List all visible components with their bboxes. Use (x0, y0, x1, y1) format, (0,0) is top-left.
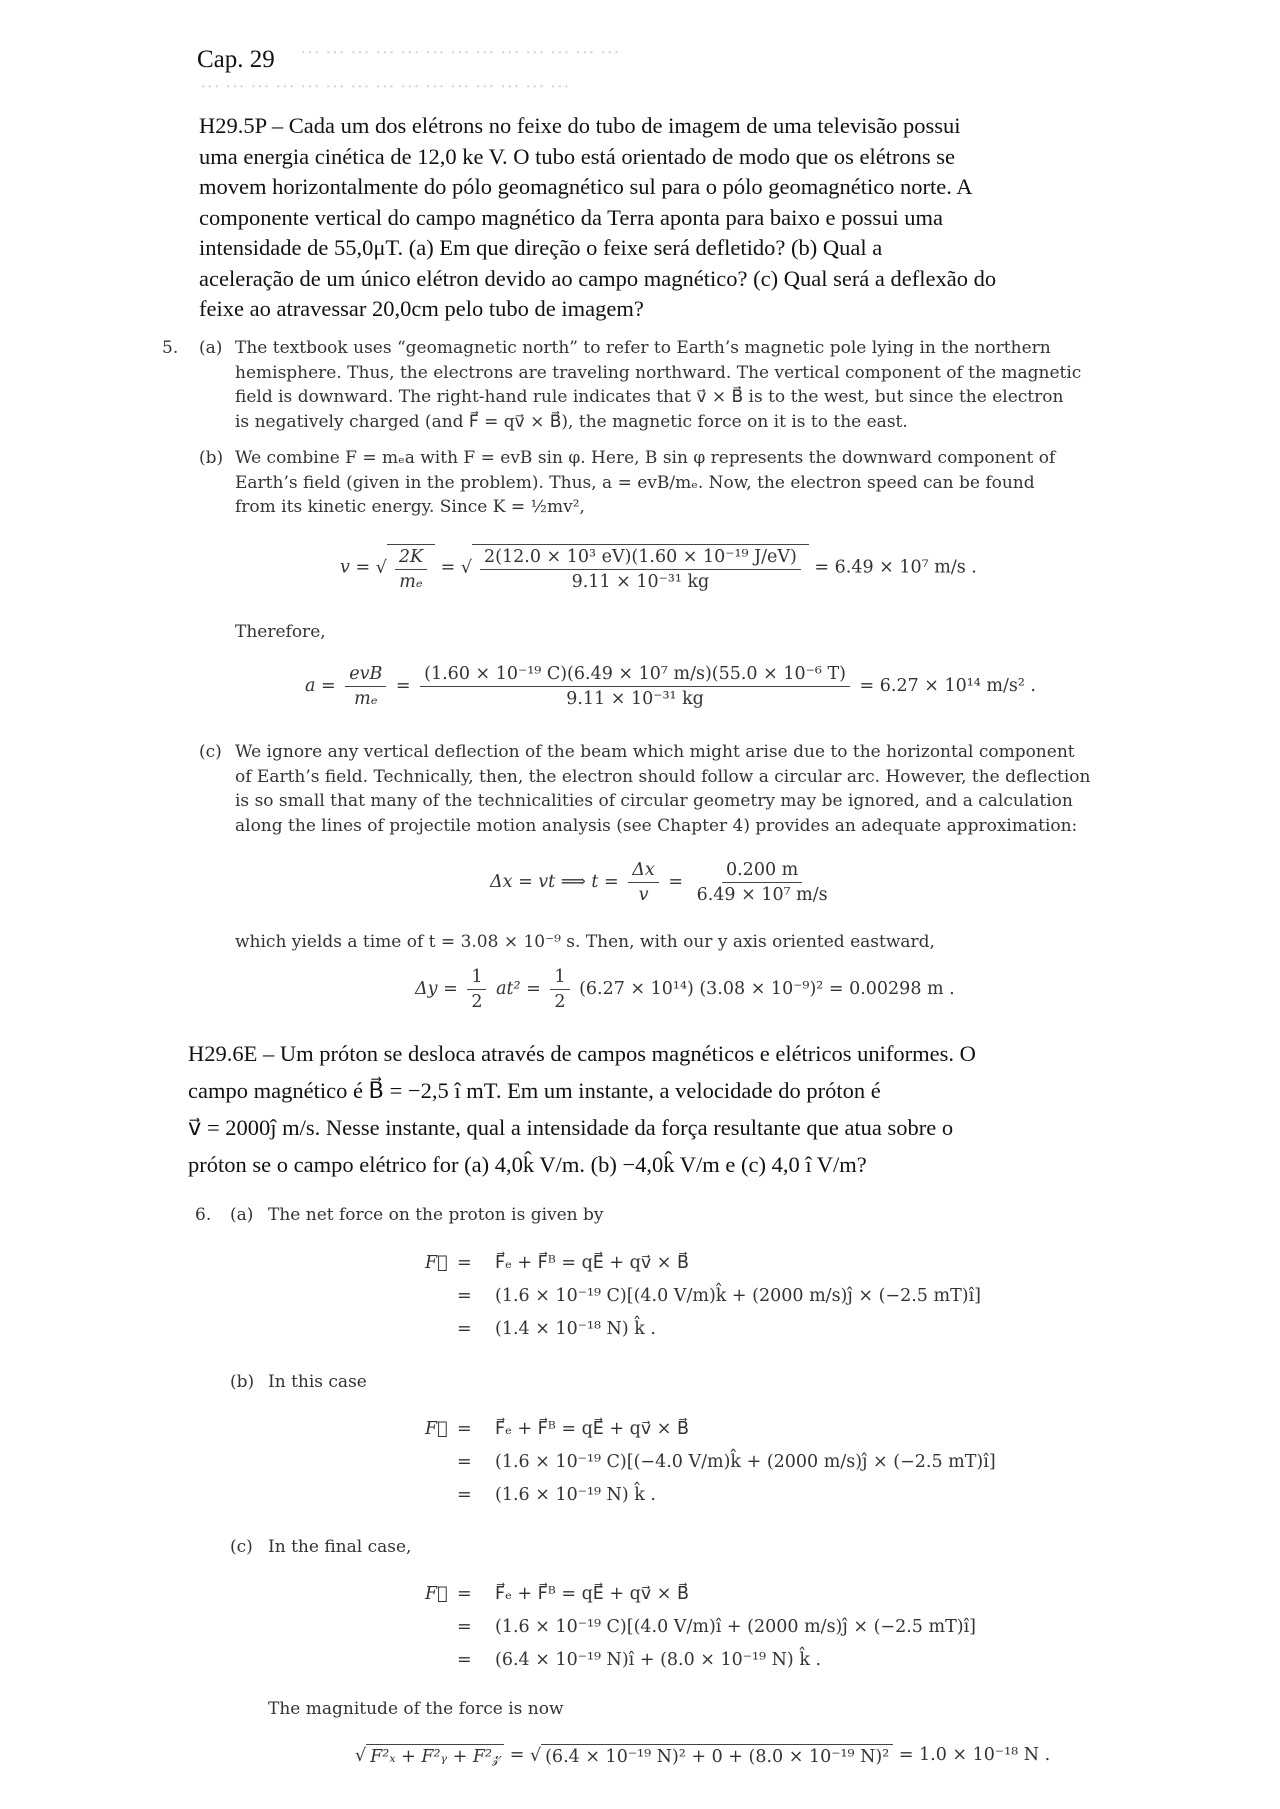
eq-op: = (457, 1286, 472, 1306)
text-line: is so small that many of the technicalities of circular geometry may be ignored, and a calculation (235, 791, 1073, 811)
problem-line: v⃗ = 2000ĵ m/s. Nesse instante, qual a intensidade da força resultante que atua sobre o (188, 1115, 954, 1140)
text-line: from its kinetic energy. Since K = ½mv², (235, 497, 585, 517)
eq-op: = (457, 1419, 472, 1439)
bleed-through-text: ··· ··· ··· ··· ··· ··· ··· ··· ··· ··· ··· ··· ··· (300, 42, 620, 64)
problem-line: H29.6E – Um próton se desloca através de campos magnéticos e elétricos uniformes. O (188, 1041, 976, 1066)
part-label: (a) (230, 1205, 254, 1225)
eq-line (425, 1313, 981, 1346)
sqrt: √ $\frac{2K}{\text{mₑ}}$ (376, 544, 435, 592)
problem-line: intensidade de 55,0μT. (a) Em que direção o feixe será defletido? (b) Qual a (199, 235, 883, 260)
eq-rhs: (1.6 × 10⁻¹⁹ C)[(−4.0 V/m)k̂ + (2000 m/s)ĵ × (−2.5 mT)î] (495, 1452, 996, 1472)
fraction-denominator: v (638, 885, 649, 905)
problem-line: próton se o campo elétrico for (a) 4,0k̂ V/m. (b) −4,0k̂ V/m e (c) 4,0 î V/m? (188, 1152, 867, 1177)
eq-op: = (457, 1253, 472, 1273)
problem-h29-5p (199, 111, 1079, 325)
eq-op: = (457, 1650, 472, 1670)
fraction-denominator: mₑ (354, 689, 378, 709)
part-label: (c) (230, 1537, 253, 1557)
chapter-header: Cap. 29 (197, 46, 275, 73)
eq-line (425, 1446, 996, 1479)
fraction-numerator: evB (345, 664, 386, 687)
equation-6a (425, 1247, 981, 1346)
problem-line: movem horizontalmente do pólo geomagnético sul para o pólo geomagnético norte. A (199, 174, 973, 199)
eq-lhs: Δy = (415, 979, 458, 999)
fraction-numerator: Δx (628, 860, 659, 883)
radicand: F²ₓ + F²ᵧ + F²𝓏 (366, 1744, 504, 1767)
radicand: (6.4 × 10⁻¹⁹ N)² + 0 + (8.0 × 10⁻¹⁹ N)² (541, 1744, 893, 1767)
eq-lhs: F⃗ (425, 1584, 448, 1604)
eq-result: = 6.27 × 10¹⁴ m/s² . (859, 676, 1036, 696)
problem-h29-6e (188, 1035, 1088, 1183)
eq-line (425, 1611, 976, 1644)
text-line: hemisphere. Thus, the electrons are traveling northward. The vertical component of the magnetic (235, 362, 1082, 383)
eq-middle: at² = (496, 979, 541, 999)
part-label: (b) (199, 448, 224, 468)
eq-line (425, 1247, 981, 1280)
text-line: We combine F = mₑa with F = evB sin φ. Here, B sin φ represents the downward component of (235, 448, 1056, 468)
eq-op: = (457, 1617, 472, 1637)
sqrt: √ (6.4 × 10⁻¹⁹ N)² + 0 + (8.0 × 10⁻¹⁹ N)² (530, 1744, 893, 1767)
text-line: along the lines of projectile motion analysis (see Chapter 4) provides an adequate approximation: (235, 815, 1078, 836)
fraction-denominator: 2 (471, 992, 483, 1012)
eq-rhs: (1.4 × 10⁻¹⁸ N) k̂ . (495, 1319, 656, 1339)
magnitude-text: The magnitude of the force is now (268, 1699, 564, 1719)
eq-rhs: (1.6 × 10⁻¹⁹ N) k̂ . (495, 1485, 656, 1505)
eq-lhs: F⃗ (425, 1419, 448, 1439)
eq-op: = (457, 1485, 472, 1505)
solution-6b-text: In this case (268, 1372, 367, 1392)
eq-line (425, 1413, 996, 1446)
solution-5a-text (235, 336, 1135, 434)
eq-lhs: v = (340, 557, 371, 578)
problem-line: feixe ao atravessar 20,0cm pelo tubo de imagem? (199, 296, 644, 321)
problem-line: H29.5P – Cada um dos elétrons no feixe do tubo de imagem de uma televisão possui (199, 113, 961, 138)
eq-op: = (457, 1319, 472, 1339)
eq-result: = 1.0 × 10⁻¹⁸ N . (898, 1745, 1051, 1765)
eq-line (425, 1644, 976, 1677)
eq-rhs: (1.6 × 10⁻¹⁹ C)[(4.0 V/m)k̂ + (2000 m/s)ĵ × (−2.5 mT)î] (495, 1286, 982, 1306)
eq-result: (6.27 × 10¹⁴) (3.08 × 10⁻⁹)² = 0.00298 m . (579, 979, 955, 999)
fraction-denominator: mₑ (399, 572, 423, 592)
solution-number: 6. (195, 1205, 212, 1225)
eq-lhs: F⃗ (425, 1253, 448, 1273)
eq-lhs: a = (305, 676, 336, 696)
fraction-numerator: 1 (550, 967, 569, 990)
eq-rhs: F⃗ₑ + F⃗ᴮ = qE⃗ + qv⃗ × B⃗ (495, 1253, 689, 1273)
fraction-numerator: 0.200 m (722, 860, 802, 883)
text-line: is negatively charged (and F⃗ = qv⃗ × B⃗), the magnetic force on it is to the east. (235, 411, 908, 432)
solution-5b-text (235, 446, 1135, 520)
eq-rhs: F⃗ₑ + F⃗ᴮ = qE⃗ + qv⃗ × B⃗ (495, 1584, 689, 1604)
eq-rhs: (6.4 × 10⁻¹⁹ N)î + (8.0 × 10⁻¹⁹ N) k̂ . (495, 1650, 822, 1670)
equation-t: Δx = vt ⟹ t = $\frac{\Delta x}{v}$ = $\frac{0.200 m}{\text{6.49 × 10⁷ m/s}}$ (490, 860, 836, 905)
eq-lhs: Δx = vt ⟹ t = (490, 872, 619, 892)
problem-line: campo magnético é B⃗ = −2,5 î mT. Em um instante, a velocidade do próton é (188, 1078, 881, 1103)
problem-line: componente vertical do campo magnético da Terra aponta para baixo e possui uma (199, 204, 943, 230)
eq-op: = (457, 1584, 472, 1604)
eq-rhs: (1.6 × 10⁻¹⁹ C)[(4.0 V/m)î + (2000 m/s)ĵ × (−2.5 mT)î] (495, 1617, 976, 1637)
solution-5c-text (235, 740, 1135, 838)
equation-a: a = $\frac{\text{evB}}{\text{mₑ}}$ = $\frac{\text{(1.60 × 10⁻¹⁹ C)(6.49 × 10⁷ m/s)(55.0 × 10⁻⁶ T)}}{\text{9.11 × 10⁻³¹ kg}}$ = 6.27 × 10¹⁴ m/s² . (305, 664, 1036, 709)
text-line: of Earth’s field. Technically, then, the electron should follow a circular arc. However, the deflection (235, 766, 1091, 787)
eq-result: = 6.49 × 10⁷ m/s . (814, 557, 977, 578)
eq-line (425, 1280, 981, 1313)
eq-rhs: F⃗ₑ + F⃗ᴮ = qE⃗ + qv⃗ × B⃗ (495, 1419, 689, 1439)
fraction-denominator: 9.11 × 10⁻³¹ kg (566, 689, 704, 709)
equation-magnitude: √ F²ₓ + F²ᵧ + F²𝓏 = √ (6.4 × 10⁻¹⁹ N)² + 0 + (8.0 × 10⁻¹⁹ N)² = 1.0 × 10⁻¹⁸ N . (355, 1745, 1051, 1767)
problem-line: aceleração de um único elétron devido ao campo magnético? (c) Qual será a deflexão do (199, 265, 997, 291)
part-label: (a) (199, 338, 223, 358)
fraction-numerator: 2K (395, 547, 427, 570)
eq-line (425, 1479, 996, 1512)
text-line: We ignore any vertical deflection of the beam which might arise due to the horizontal component (235, 742, 1075, 762)
text-line: Earth’s field (given in the problem). Thus, a = evB/mₑ. Now, the electron speed can be found (235, 472, 1035, 493)
text-line: The textbook uses “geomagnetic north” to refer to Earth’s magnetic pole lying in the northern (235, 338, 1051, 358)
eq-line (425, 1578, 976, 1611)
equation-v: v = √ $\frac{2K}{\text{mₑ}}$ = √ $\frac{\text{2(12.0 × 10³ eV)(1.60 × 10⁻¹⁹ J/eV)}}{\text{9.11 × 10⁻³¹ kg}}$ = 6.49 × 10⁷ m/s . (340, 544, 977, 592)
part-label: (b) (230, 1372, 255, 1392)
fraction-denominator: 2 (554, 992, 566, 1012)
solution-number: 5. (162, 338, 179, 358)
fraction-numerator: (1.60 × 10⁻¹⁹ C)(6.49 × 10⁷ m/s)(55.0 × 10⁻⁶ T) (420, 664, 850, 687)
part-label: (c) (199, 742, 222, 762)
solution-6c-text: In the final case, (268, 1537, 412, 1557)
fraction-numerator: 1 (467, 967, 486, 990)
problem-line: uma energia cinética de 12,0 ke V. O tubo está orientado de modo que os elétrons se (199, 143, 956, 169)
therefore-text: Therefore, (235, 622, 326, 642)
equation-y (415, 967, 955, 1012)
sqrt: √ F²ₓ + F²ᵧ + F²𝓏 (355, 1744, 504, 1767)
equation-6b (425, 1413, 996, 1512)
fraction-numerator: 2(12.0 × 10³ eV)(1.60 × 10⁻¹⁹ J/eV) (480, 547, 801, 570)
solution-6a-text: The net force on the proton is given by (268, 1205, 604, 1225)
time-line: which yields a time of t = 3.08 × 10⁻⁹ s. Then, with our y axis oriented eastward, (235, 932, 935, 952)
bleed-through-text: ··· ··· ··· ··· ··· ··· ··· ··· ··· ··· ··· ··· ··· ··· ··· (200, 76, 570, 98)
sqrt: √ $\frac{\text{2(12.0 × 10³ eV)(1.60 × 10⁻¹⁹ J/eV)}}{\text{9.11 × 10⁻³¹ kg}}$ (461, 544, 809, 592)
fraction-denominator: 6.49 × 10⁷ m/s (696, 885, 828, 905)
text-line: field is downward. The right-hand rule indicates that v⃗ × B⃗ is to the west, but since the electron (235, 387, 1064, 407)
eq-op: = (457, 1452, 472, 1472)
fraction-denominator: 9.11 × 10⁻³¹ kg (571, 572, 710, 592)
equation-6c (425, 1578, 976, 1677)
